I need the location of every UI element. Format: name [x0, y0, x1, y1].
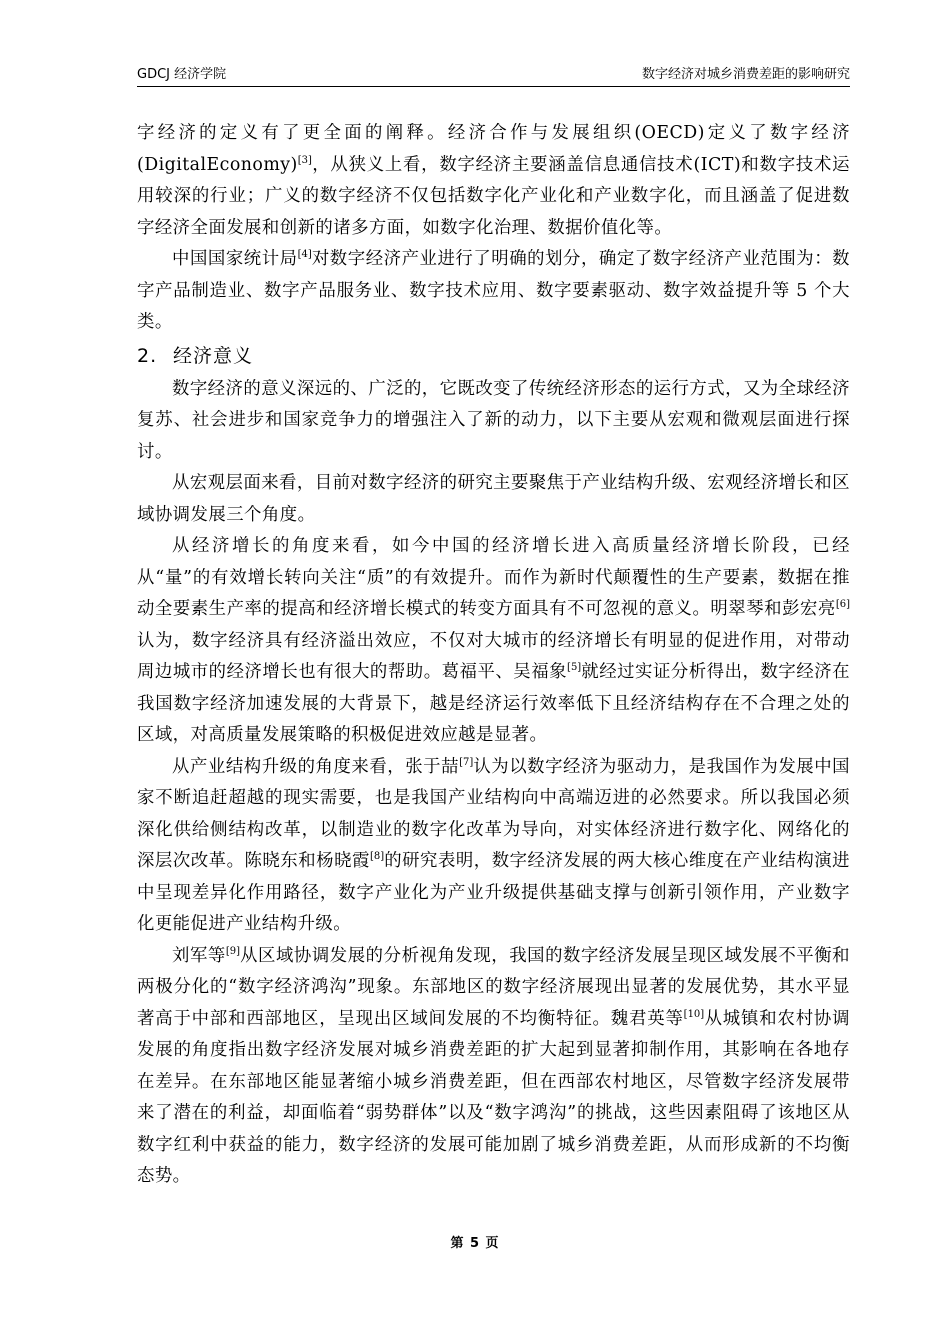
paragraph-text: 认为以数字经济为驱动力，是我国作为发展中国家不断追赶超越的现实需要，也是我国产业结构向中高端迈进的必然要求。所以我国必须深化供给侧结构改革，以制造业的数字化改革为导向，对实体经济进行数字化、网络化的深层次改革。陈晓东和杨晓霞 [137, 756, 851, 871]
paragraph-economic-growth [137, 531, 850, 752]
paragraph-industrial-structure [137, 752, 850, 941]
paragraph-text: 就经过实证分析得出，数字经济在我国数字经济加速发展的大背景下，越是经济运行效率低下且经济结构存在不合理之处的区域，对高质量发展策略的积极促进效应越是显著。 [137, 662, 850, 745]
paragraph-text: 从城镇和农村协调发展的角度指出数字经济发展对城乡消费差距的扩大起到显著抑制作用，其影响在各地存在差异。在东部地区能显著缩小城乡消费差距，但在西部农村地区，尽管数字经济发展带来了潜在的利益，却面临着“弱势群体”以及“数字鸿沟”的挑战，这些因素阻碍了该地区从数字红利中获益的能力，数字经济的发展可能加剧了城乡消费差距，从而形成新的不均衡态势。 [137, 1008, 850, 1186]
paragraph-regional-development [137, 941, 850, 1193]
paragraph-text: 的研究表明，数字经济发展的两大核心维度在产业结构演进中呈现差异化作用路径，数字产业化为产业升级提供基础支撑与创新引领作用，产业数字化更能促进产业结构升级。 [137, 851, 851, 934]
paragraph-text: 从产业结构升级的角度来看，张于喆 [172, 756, 460, 777]
page-number: 第 5 页 [450, 1236, 500, 1251]
body-text [137, 118, 850, 1193]
citation-ref: [5] [567, 662, 582, 674]
citation-ref: [10] [683, 1008, 705, 1020]
paragraph-macro-view: 从宏观层面来看，目前对数字经济的研究主要聚焦于产业结构升级、宏观经济增长和区域协调发展三个角度。 [137, 473, 850, 525]
citation-ref: [8] [369, 851, 385, 863]
paragraph-text: 从区域协调发展的分析视角发现，我国的数字经济发展呈现区域发展不平衡和两极分化的“数字经济鸿沟”现象。东部地区的数字经济展现出显著的发展优势，其水平显著高于中部和西部地区，呈现出区域间发展的不均衡特征。魏君英等 [137, 945, 850, 1029]
paragraph-text: ，从狭义上看，数字经济主要涵盖信息通信技术(ICT)和数字技术运用较深的行业；广义的数字经济不仅包括数字化产业化和产业数字化，而且涵盖了促进数字经济全面发展和创新的诸多方面，如数字化治理、数据价值化等。 [137, 154, 850, 238]
paragraph-oecd-definition [137, 118, 850, 244]
citation-ref: [6] [835, 599, 850, 611]
paragraph-text: 字经济的定义有了更全面的阐释。经济合作与发展组织(OECD)定义了数字经济(DigitalEconomy) [137, 123, 850, 175]
section-title: 经济意义 [173, 344, 254, 367]
header-institution: GDCJ 经济学院 [137, 67, 227, 82]
paragraph-nbs-classification [137, 244, 850, 339]
paragraph-text: 刘军等 [172, 945, 226, 966]
citation-ref: [3] [297, 154, 312, 166]
citation-ref: [4] [297, 249, 312, 261]
paragraph-significance-intro: 数字经济的意义深远的、广泛的，它既改变了传统经济形态的运行方式，又为全球经济复苏、社会进步和国家竞争力的增强注入了新的动力，以下主要从宏观和微观层面进行探讨。 [137, 378, 850, 462]
page-header [137, 66, 850, 87]
page-footer [0, 1232, 950, 1251]
paragraph-text: 认为，数字经济具有经济溢出效应，不仅对大城市的经济增长有明显的促进作用，对带动周边城市的经济增长也有很大的帮助。葛福平、吴福象 [137, 630, 850, 682]
header-thesis-title: 数字经济对城乡消费差距的影响研究 [641, 67, 850, 82]
citation-ref: [9] [225, 945, 240, 957]
paragraph-text: 中国国家统计局 [172, 249, 298, 269]
paragraph-text: 对数字经济产业进行了明确的划分，确定了数字经济产业范围为：数字产品制造业、数字产品服务业、数字技术应用、数字要素驱动、数字效益提升等 5 个大类。 [137, 249, 850, 332]
section-heading [137, 341, 850, 371]
citation-ref: [7] [459, 756, 474, 768]
section-number: 2. [137, 344, 158, 367]
paragraph-text: 从经济增长的角度来看，如今中国的经济增长进入高质量经济增长阶段，已经从“量”的有效增长转向关注“质”的有效提升。而作为新时代颠覆性的生产要素，数据在推动全要素生产率的提高和经济增长模式的转变方面具有不可忽视的意义。明翠琴和彭宏亮 [137, 536, 850, 619]
